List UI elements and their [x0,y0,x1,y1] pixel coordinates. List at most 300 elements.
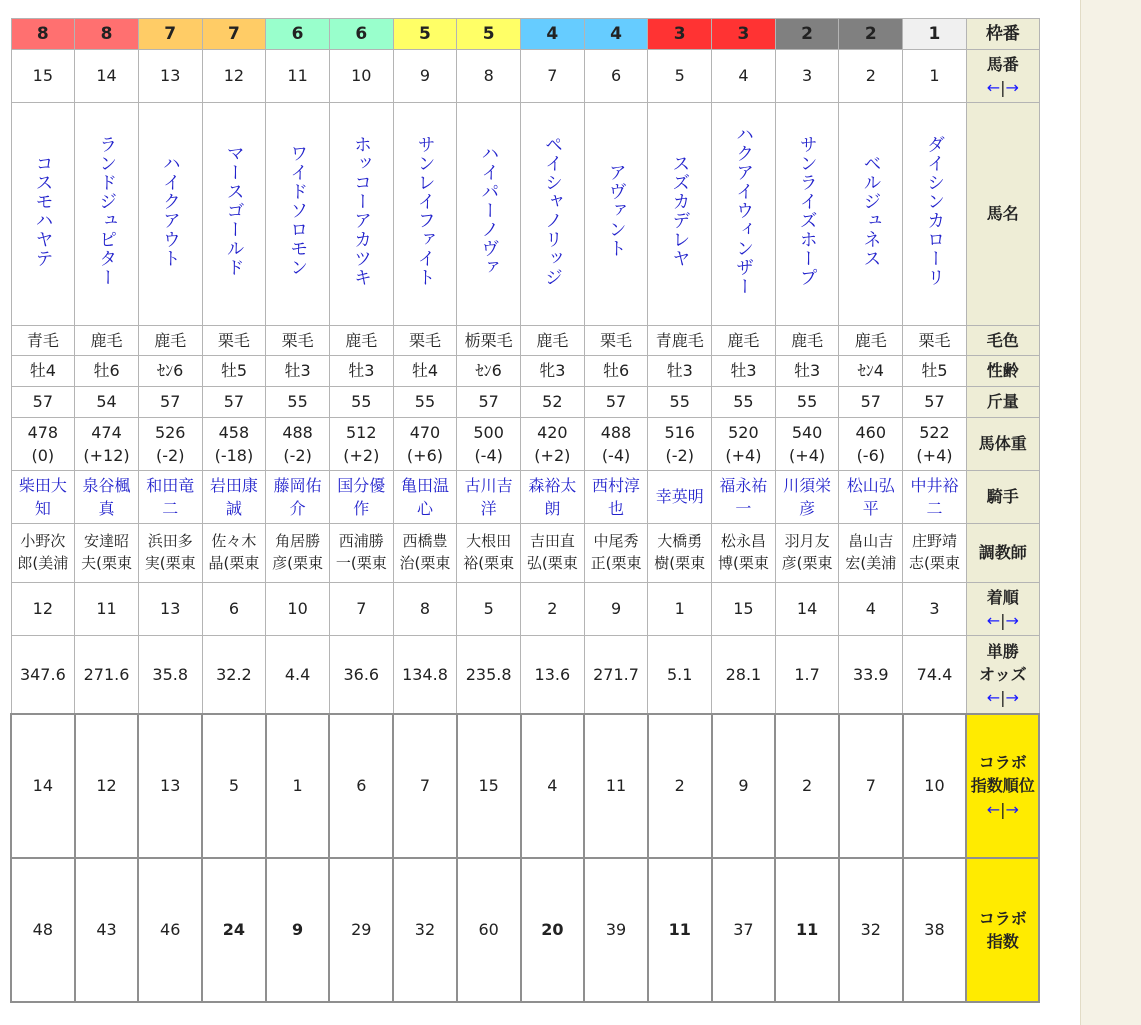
trainer-name-line2: 弘(栗東 [526,554,578,572]
jockey-name-line1[interactable]: 藤岡佑 [273,475,322,495]
trainer-name-line2: 宏(美浦 [845,554,897,572]
trainer-cell [903,524,967,583]
sort-left-link[interactable]: ← [986,611,1001,630]
body-weight-diff: (+4) [916,446,953,465]
finish-position-cell: 9 [584,583,648,636]
body-weight-cell [775,418,839,471]
trainer-name-line1: 佐々木 [211,532,257,551]
collab-rank-cell: 4 [521,714,585,858]
collab-rank-cell: 14 [11,714,75,858]
jockey-row [11,471,1039,524]
trainer-cell [648,524,712,583]
trainer-name-line2: 郎(美浦 [17,554,69,572]
win-odds-cell: 4.4 [266,636,330,715]
jockey-cell[interactable] [202,471,266,524]
collab-index-cell: 9 [266,858,330,1002]
seirei-row [11,356,1039,387]
umaban-cell: 15 [11,50,75,103]
trainer-name-line1: 庄野靖 [911,532,957,551]
jockey-name-line2[interactable]: 作 [353,499,370,518]
index-row [11,858,1039,1002]
waku-cell: 4 [584,19,648,50]
trainer-name-line2: 実(栗東 [144,554,196,572]
collab-index-cell: 43 [75,858,139,1002]
name-header [966,103,1039,326]
jockey-name-line2[interactable]: 真 [98,499,115,518]
sex-age-cell: 牡6 [75,356,139,387]
trainer-name-line2: 樹(栗東 [654,554,706,572]
horse-name-link[interactable]: スズカデレヤ [669,153,691,268]
body-weight-value: 540 [791,422,823,442]
jockey-name-line1[interactable]: 泉谷楓 [82,475,131,495]
trainer-header [966,524,1039,583]
collab-rank-cell: 12 [75,714,139,858]
jockey-cell[interactable] [266,471,330,524]
trainer-cell [584,524,648,583]
sort-arrows [967,76,1039,99]
rank-header-line1: コラボ [978,753,1027,773]
collab-index-cell: 29 [329,858,393,1002]
body-weight-cell [266,418,330,471]
waku-row [11,19,1039,50]
waku-cell: 5 [457,19,521,50]
sex-age-cell: 牡3 [712,356,776,387]
trainer-cell [712,524,776,583]
jockey-cell[interactable] [903,471,967,524]
sex-age-cell: ｾﾝ6 [457,356,521,387]
sort-left-link[interactable]: ← [986,78,1001,97]
collab-rank-cell: 2 [648,714,712,858]
umaban-cell: 3 [775,50,839,103]
horse-name-cell[interactable] [329,103,393,326]
sort-right-link[interactable]: → [1005,799,1019,819]
collab-index-cell: 32 [839,858,903,1002]
coat-color-cell: 鹿毛 [75,326,139,356]
umaban-cell: 12 [202,50,266,103]
weight-carried-cell: 57 [138,387,202,418]
body-weight-diff: (+2) [343,446,380,465]
sort-arrows [967,686,1039,709]
weight-carried-cell: 52 [521,387,585,418]
waku-cell: 1 [903,19,967,50]
horse-name-link[interactable]: アヴァント [605,163,627,259]
body-weight-value: 478 [27,422,59,442]
rank-header-line2: 指数順位 [970,776,1035,796]
horse-name-link[interactable]: ダイシンカローリ [924,134,946,287]
body-weight-cell [648,418,712,471]
umaban-header [966,50,1039,103]
trainer-cell [266,524,330,583]
coat-color-cell: 栗毛 [393,326,457,356]
body-weight-cell [584,418,648,471]
odds-row [11,636,1039,715]
body-weight-value: 500 [473,422,504,442]
body-weight-value: 474 [91,422,122,442]
body-weight-value: 526 [154,422,186,442]
weight-carried-cell: 57 [584,387,648,418]
body-weight-value: 516 [664,422,695,442]
jockey-name-line1[interactable]: 岩田康 [209,475,258,495]
coat-color-cell: 鹿毛 [329,326,393,356]
weight-carried-cell: 55 [648,387,712,418]
jockey-name-line2[interactable]: 也 [608,499,625,518]
jockey-cell[interactable] [138,471,202,524]
jockey-name-line1[interactable]: 幸英明 [655,487,704,507]
horse-name-link[interactable]: ペイシャノリッジ [542,134,564,287]
body-weight-cell [393,418,457,471]
finish-position-cell: 5 [457,583,521,636]
coat-color-cell: 鹿毛 [839,326,903,356]
waku-header [966,19,1039,50]
finish-position-cell: 14 [775,583,839,636]
body-weight-cell [11,418,75,471]
jockey-name-line2[interactable]: 洋 [480,499,497,518]
finish-position-cell: 7 [329,583,393,636]
jockey-name-line1[interactable]: 松山弘 [846,475,895,495]
jockey-name-line1[interactable]: 福永祐 [719,475,768,495]
horse-name-link[interactable]: ホッコーアカツキ [350,134,372,287]
trainer-name-line2: 彦(栗東 [272,554,324,572]
win-odds-cell: 32.2 [202,636,266,715]
horse-name-cell[interactable] [648,103,712,326]
body-weight-cell [457,418,521,471]
horse-name-link[interactable]: ワイドソロモン [287,144,309,278]
win-odds-cell: 36.6 [329,636,393,715]
collab-rank-header [966,714,1039,858]
sort-right-link[interactable]: → [1005,78,1019,97]
jockey-name-line1[interactable]: 亀田温 [400,475,449,495]
weight-carried-cell: 55 [266,387,330,418]
body-weight-value: 520 [728,422,759,442]
win-odds-cell: 347.6 [11,636,75,715]
win-odds-cell: 33.9 [839,636,903,715]
sex-age-cell: ｾﾝ4 [839,356,903,387]
jockey-name-line1[interactable]: 和田竜 [146,475,195,495]
coat-color-cell: 栃栗毛 [457,326,521,356]
body-weight-diff: (+4) [725,446,762,465]
horse-name-cell[interactable] [393,103,457,326]
jockey-name-line2[interactable]: 誠 [225,499,242,518]
horse-name-cell[interactable] [584,103,648,326]
jockey-name-line1[interactable]: 柴田大 [18,475,67,495]
horse-name-link[interactable]: ハクアイウィンザー [733,125,755,297]
jockey-cell[interactable] [712,471,776,524]
horse-name-link[interactable]: ランドジュピター [96,134,118,287]
jockey-name-line2[interactable]: 知 [34,499,51,518]
sort-separator: | [1000,688,1006,708]
jockey-cell[interactable] [457,471,521,524]
seirei-header [966,356,1039,387]
trainer-cell [393,524,457,583]
win-odds-cell: 271.7 [584,636,648,715]
weight-row [11,418,1039,471]
collab-rank-cell: 7 [393,714,457,858]
sort-right-link[interactable]: → [1005,688,1019,708]
coat-color-cell: 青鹿毛 [648,326,712,356]
win-odds-cell: 1.7 [775,636,839,715]
finish-position-cell: 12 [11,583,75,636]
collab-index-header [966,858,1039,1002]
sort-arrows [967,609,1039,632]
waku-cell: 2 [775,19,839,50]
keiro-header-label: 毛色 [986,330,1019,350]
sex-age-cell: 牝3 [521,356,585,387]
collab-index-cell: 38 [903,858,967,1002]
collab-index-cell: 37 [712,858,776,1002]
horse-name-cell[interactable] [75,103,139,326]
jockey-name-line2[interactable]: 二 [926,499,943,518]
waku-cell: 3 [648,19,712,50]
horse-name-cell[interactable] [457,103,521,326]
horse-name-cell[interactable] [138,103,202,326]
collab-rank-cell: 9 [712,714,776,858]
body-weight-value: 488 [600,422,632,442]
trainer-name-line1: 畠山吉 [848,532,894,551]
trainer-name-line1: 吉田直 [529,532,575,551]
trainer-cell [202,524,266,583]
umaban-cell: 9 [393,50,457,103]
coat-color-cell: 鹿毛 [775,326,839,356]
coat-color-cell: 栗毛 [266,326,330,356]
body-weight-cell [903,418,967,471]
jockey-name-line2[interactable]: 介 [289,499,306,518]
weight-carried-cell: 57 [202,387,266,418]
keiro-header [966,326,1039,356]
collab-index-cell: 24 [202,858,266,1002]
jockey-name-line1[interactable]: 古川吉 [464,475,513,495]
weight-header [966,418,1039,471]
collab-rank-cell: 11 [584,714,648,858]
jockey-cell[interactable] [75,471,139,524]
weight-carried-cell: 55 [712,387,776,418]
chaku-row [11,583,1039,636]
jockey-name-line2[interactable]: 二 [162,499,179,518]
win-odds-cell: 28.1 [712,636,776,715]
jockey-name-line2[interactable]: 一 [735,499,752,518]
horse-name-link[interactable]: ハイパーノヴァ [478,144,500,278]
sex-age-cell: 牡3 [775,356,839,387]
umaban-row [11,50,1039,103]
waku-cell: 4 [521,19,585,50]
jockey-cell[interactable] [775,471,839,524]
jockey-cell[interactable] [521,471,585,524]
jockey-name-line1[interactable]: 川須栄 [783,475,832,495]
coat-color-cell: 鹿毛 [521,326,585,356]
horse-name-cell[interactable] [202,103,266,326]
sex-age-cell: 牡3 [648,356,712,387]
body-weight-diff: (-6) [856,446,885,465]
sort-right-link[interactable]: → [1005,611,1019,630]
trainer-name-line1: 松永昌 [720,532,766,551]
jockey-name-line1[interactable]: 森裕太 [528,475,577,495]
weight-carried-cell: 55 [775,387,839,418]
trainer-cell [839,524,903,583]
jockey-name-line1[interactable]: 中井裕 [910,475,959,495]
body-weight-diff: (-2) [665,446,694,465]
jockey-name-line1[interactable]: 国分優 [337,475,386,495]
trainer-cell [11,524,75,583]
body-weight-diff: (-4) [601,446,631,465]
weight-carried-cell: 57 [11,387,75,418]
jockey-cell[interactable] [393,471,457,524]
kinryo-header-label: 斤量 [986,392,1019,412]
trainer-header-label: 調教師 [978,543,1027,563]
jockey-cell[interactable] [839,471,903,524]
trainer-cell [138,524,202,583]
horse-name-cell[interactable] [11,103,75,326]
jockey-name-line2[interactable]: 心 [416,499,433,518]
waku-header-label: 枠番 [985,23,1020,44]
body-weight-diff: (+6) [406,446,443,465]
kinryo-header [966,387,1039,418]
body-weight-value: 460 [855,422,887,442]
sex-age-cell: 牡5 [903,356,967,387]
trainer-cell [329,524,393,583]
finish-position-cell: 10 [266,583,330,636]
horse-name-link[interactable]: コスモハヤテ [32,153,54,268]
umaban-cell: 10 [329,50,393,103]
waku-cell: 3 [712,19,776,50]
jockey-cell[interactable] [329,471,393,524]
collab-rank-cell: 15 [457,714,521,858]
body-weight-diff: (+2) [534,446,571,465]
trainer-cell [457,524,521,583]
collab-rank-cell: 5 [202,714,266,858]
coat-color-cell: 栗毛 [584,326,648,356]
win-odds-cell: 35.8 [138,636,202,715]
kinryo-row [11,387,1039,418]
coat-color-cell: 鹿毛 [712,326,776,356]
weight-header-label: 馬体重 [978,434,1027,454]
weight-carried-cell: 57 [457,387,521,418]
collab-rank-cell: 6 [329,714,393,858]
body-weight-cell [839,418,903,471]
sex-age-cell: ｾﾝ6 [138,356,202,387]
jockey-name-line1[interactable]: 西村淳 [592,475,641,495]
finish-position-cell: 13 [138,583,202,636]
odds-header-line1: 単勝 [986,641,1019,661]
collab-rank-cell: 2 [775,714,839,858]
body-weight-cell [521,418,585,471]
body-weight-diff: (+4) [789,446,826,465]
horse-name-cell[interactable] [903,103,967,326]
body-weight-diff: (+12) [83,446,130,465]
trainer-cell [521,524,585,583]
umaban-cell: 14 [75,50,139,103]
trainer-name-line1: 西浦勝 [338,532,384,551]
race-entry-table [10,18,1040,1003]
horse-name-link[interactable]: ハイクアウト [159,153,181,268]
sort-separator: | [1000,611,1006,630]
trainer-name-line1: 小野次 [20,532,66,551]
trainer-name-line1: 西橋豊 [402,532,448,551]
sort-left-link[interactable]: ← [986,688,1001,708]
jockey-name-line2[interactable]: 平 [862,499,879,518]
horse-name-link[interactable]: ベルジュネス [860,153,882,268]
finish-position-cell: 4 [839,583,903,636]
body-weight-cell [202,418,266,471]
sort-left-link[interactable]: ← [986,799,1001,819]
body-weight-diff: (-4) [474,446,503,465]
trainer-row [11,524,1039,583]
jockey-name-line2[interactable]: 彦 [799,499,816,518]
body-weight-diff: (-18) [214,446,254,465]
trainer-name-line1: 中尾秀 [593,532,639,551]
horse-name-link[interactable]: マースゴールド [223,144,245,278]
horse-name-cell[interactable] [521,103,585,326]
body-weight-value: 470 [409,422,441,442]
weight-carried-cell: 57 [903,387,967,418]
body-weight-cell [75,418,139,471]
horse-name-cell[interactable] [775,103,839,326]
umaban-cell: 2 [839,50,903,103]
collab-rank-cell: 13 [138,714,202,858]
umaban-cell: 6 [584,50,648,103]
collab-index-cell: 39 [584,858,648,1002]
right-side-panel [1080,0,1141,1025]
sort-separator: | [1000,799,1006,819]
chaku-header-label: 着順 [986,587,1019,607]
collab-index-cell: 11 [648,858,712,1002]
sex-age-cell: 牡3 [266,356,330,387]
waku-cell: 5 [393,19,457,50]
seirei-header-label: 性齢 [986,361,1019,381]
body-weight-cell [712,418,776,471]
horse-name-cell[interactable] [712,103,776,326]
win-odds-cell: 13.6 [521,636,585,715]
trainer-name-line2: 晶(栗東 [208,554,260,572]
collab-rank-cell: 1 [266,714,330,858]
collab-rank-cell: 10 [903,714,967,858]
jockey-name-line2[interactable]: 朗 [544,499,561,518]
body-weight-cell [138,418,202,471]
sex-age-cell: 牡4 [11,356,75,387]
trainer-cell [75,524,139,583]
trainer-cell [775,524,839,583]
collab-index-cell: 60 [457,858,521,1002]
waku-cell: 8 [11,19,75,50]
waku-cell: 7 [202,19,266,50]
trainer-name-line2: 治(栗東 [399,554,451,572]
horse-name-cell[interactable] [266,103,330,326]
jockey-cell[interactable] [584,471,648,524]
index-header-line2: 指数 [986,932,1019,951]
coat-color-cell: 栗毛 [903,326,967,356]
sort-separator: | [1000,78,1006,97]
jockey-cell[interactable] [11,471,75,524]
trainer-name-line2: 夫(栗東 [81,554,132,572]
waku-cell: 2 [839,19,903,50]
finish-position-cell: 8 [393,583,457,636]
odds-header [966,636,1039,715]
waku-cell: 7 [138,19,202,50]
waku-cell: 6 [266,19,330,50]
win-odds-cell: 235.8 [457,636,521,715]
jockey-cell[interactable] [648,471,712,524]
umaban-cell: 1 [903,50,967,103]
finish-position-cell: 1 [648,583,712,636]
horse-name-link[interactable]: サンライズホープ [796,134,818,287]
trainer-name-line1: 角居勝 [275,532,321,551]
body-weight-value: 488 [282,422,313,442]
horse-name-cell[interactable] [839,103,903,326]
trainer-name-line1: 大橋勇 [657,532,703,551]
name-header-label: 馬名 [986,204,1019,224]
finish-position-cell: 3 [903,583,967,636]
umaban-cell: 5 [648,50,712,103]
coat-color-cell: 鹿毛 [138,326,202,356]
horse-name-link[interactable]: サンレイファイト [414,134,436,287]
